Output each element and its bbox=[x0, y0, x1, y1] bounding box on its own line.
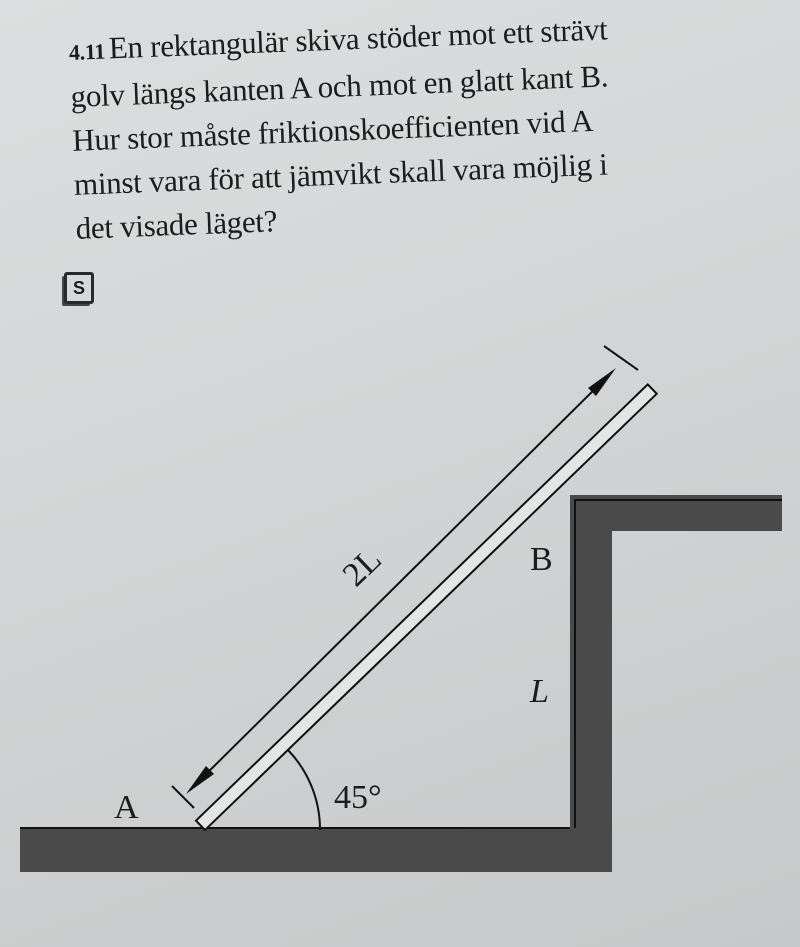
length-label: 2L bbox=[335, 540, 389, 594]
floor bbox=[20, 828, 612, 872]
height-label: L bbox=[530, 673, 549, 710]
solution-icon: S bbox=[64, 272, 94, 304]
wall bbox=[570, 495, 612, 860]
tick-upper bbox=[604, 346, 638, 370]
edge-a-label: A bbox=[114, 789, 139, 826]
problem-number: 4.11 bbox=[68, 38, 106, 65]
length-dimension bbox=[172, 346, 638, 808]
problem-line-5: det visade läget? bbox=[75, 203, 278, 246]
problem-line-3: Hur stor måste friktionskoefficienten vid A bbox=[71, 102, 594, 158]
angle-label: 45° bbox=[334, 779, 382, 816]
problem-line-2: golv längs kanten A och mot en glatt kant B. bbox=[69, 58, 609, 114]
problem-line-4: minst vara för att jämvikt skall vara möjlig i bbox=[73, 146, 609, 202]
angle-arc bbox=[288, 750, 320, 830]
arrowhead-lower bbox=[186, 766, 214, 794]
problem-line-1: 4.11En rektangulär skiva stöder mot ett strävt bbox=[68, 11, 608, 66]
arrowhead-upper bbox=[588, 368, 616, 396]
edge-b-label: B bbox=[530, 541, 553, 578]
